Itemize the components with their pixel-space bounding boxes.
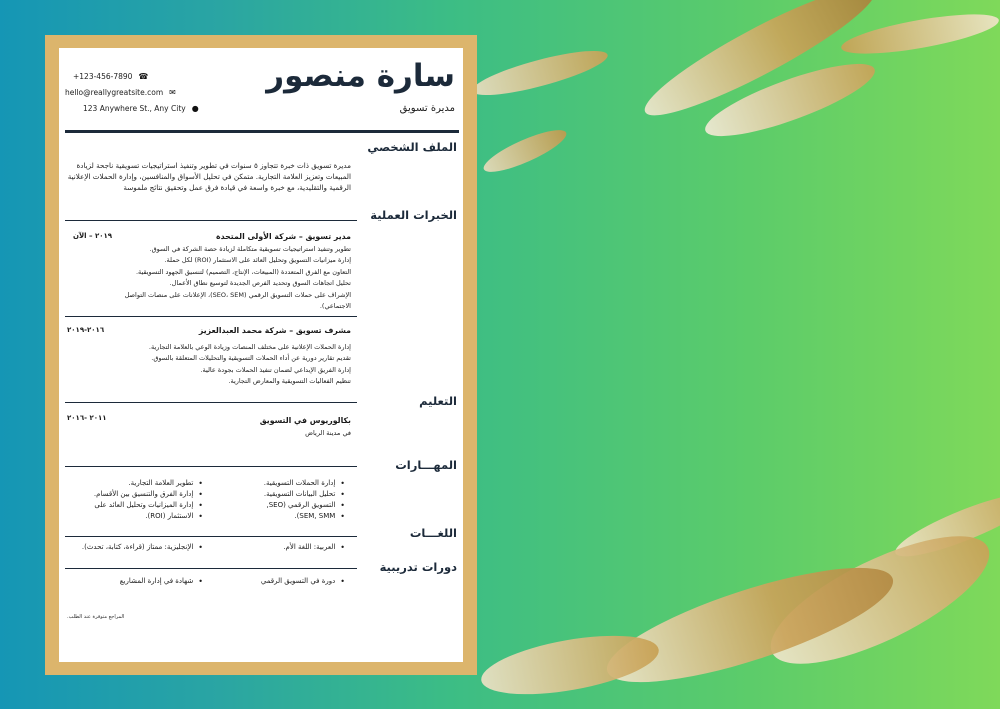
- profile-text: مديرة تسويق ذات خبرة تتجاوز ٥ سنوات في تطوير وتنفيذ استراتيجيات تسويقية ناجحة لزيادة المبيعات وتعزيز العلامة التجارية. متمكن في تحليل الأسواق والمنافسين، وإدارة الحملات الإعلانية الرقمية والتقليدية، مع خبرة واسعة في قيادة فرق عمل وتحقيق نتائج ملموسة: [67, 161, 351, 192]
- job-points: [61, 244, 351, 312]
- skills-left-column: [94, 478, 203, 522]
- job-points: [61, 342, 351, 388]
- courses-right: [261, 576, 345, 587]
- job-date: ٢٠١٦-٢٠١٩: [67, 326, 105, 334]
- courses-left: [120, 576, 203, 587]
- section-title-education: التعليم: [419, 394, 457, 408]
- skill-item: • إدارة الحملات التسويقية.: [264, 478, 345, 489]
- education-date: ٢٠١١ -٢٠١٦: [67, 414, 107, 422]
- language-item: • الإنجليزية: ممتاز (قراءة، كتابة، تحدث).: [82, 542, 203, 553]
- gold-brush-stroke: [469, 42, 611, 103]
- skill-item: • إدارة الفرق والتنسيق بين الأقسام.: [94, 489, 203, 500]
- job-point: إدارة ميزانيات التسويق وتحليل العائد على الاستثمار (ROI) لكل حملة.: [164, 256, 351, 265]
- section-title-skills: المهـــارات: [395, 458, 457, 472]
- address-text: 123 Anywhere St., Any City: [83, 104, 186, 113]
- skill-item: • الاستثمار (ROI).: [94, 511, 203, 522]
- job-point: إدارة الحملات الإعلانية على مختلف المنصات وزيادة الوعي بالعلامة التجارية.: [148, 343, 351, 351]
- phone-icon: ☎: [138, 72, 149, 81]
- job-point: تنظيم الفعاليات التسويقية والمعارض التجارية.: [228, 377, 351, 386]
- job-title: مشرف تسويق – شركة محمد العبدالعزيز: [198, 326, 351, 335]
- job-point: تطوير وتنفيذ استراتيجيات تسويقية متكاملة لزيادة حصة الشركة في السوق.: [149, 245, 351, 253]
- course-item: • دورة في التسويق الرقمي: [261, 576, 345, 587]
- languages-right: [283, 542, 345, 553]
- job-point: الاجتماعي).: [319, 302, 351, 311]
- skill-item: • التسويق الرقمي (SEO,: [264, 500, 345, 511]
- contact-address: [83, 104, 199, 113]
- resume-role: مديرة تسويق: [399, 103, 455, 114]
- contact-phone: [73, 72, 148, 81]
- section-divider: [65, 402, 357, 403]
- resume-name: سارة منصور: [266, 58, 455, 94]
- section-divider: [65, 466, 357, 467]
- skill-item: • إدارة الميزانيات وتحليل العائد على: [94, 500, 203, 511]
- language-item: • العربية: اللغة الأم.: [283, 542, 345, 553]
- resume-page: [59, 48, 463, 662]
- job-point: إدارة الفريق الإبداعي لضمان تنفيذ الحملات بجودة عالية.: [200, 365, 351, 374]
- job-point: التعاون مع الفرق المتعددة (المبيعات، الإنتاج، التصميم) لتنسيق الجهود التسويقية.: [135, 267, 351, 276]
- resume-frame: [45, 35, 477, 675]
- education-place: في مدينة الرياض: [305, 429, 351, 437]
- section-divider: [65, 316, 357, 317]
- section-divider: [65, 568, 357, 569]
- skill-item: • تحليل البيانات التسويقية.: [264, 489, 345, 500]
- contact-email: [65, 88, 176, 97]
- skill-item: • SEM, SMM).: [264, 511, 345, 522]
- header-divider: [65, 130, 459, 133]
- section-title-courses: دورات تدريبية: [379, 560, 457, 574]
- phone-text: +123-456-7890: [73, 72, 133, 81]
- skill-item: • تطوير العلامة التجارية.: [94, 478, 203, 489]
- job-title: مدير تسويق – شركة الأولى المتحدة: [216, 232, 351, 241]
- education-degree: بكالوريوس في التسويق: [259, 416, 351, 425]
- job-date: ٢٠١٩ – الآن: [73, 232, 113, 240]
- job-point: تقديم تقارير دورية عن أداء الحملات التسويقية والتحليلات المتعلقة بالسوق.: [151, 354, 351, 363]
- section-title-profile: الملف الشخصي: [367, 140, 457, 154]
- section-title-experience: الخبرات العملية: [370, 208, 457, 222]
- email-text: hello@reallygreatsite.com: [65, 88, 164, 97]
- section-divider: [65, 220, 357, 221]
- references-note: المراجع متوفرة عند الطلب.: [67, 614, 125, 620]
- section-divider: [65, 536, 357, 537]
- gold-brush-stroke: [477, 625, 663, 705]
- job-point: الإشراف على حملات التسويق الرقمي (SEO، SEM)، الإعلانات على منصات التواصل: [124, 290, 351, 299]
- skills-right-column: [264, 478, 345, 522]
- course-item: • شهادة في إدارة المشاريع: [120, 576, 203, 587]
- section-title-languages: اللغـــات: [409, 526, 457, 540]
- gold-brush-stroke: [479, 123, 570, 180]
- location-pin-icon: ●: [191, 104, 199, 113]
- job-point: تحليل اتجاهات السوق وتحديد الفرص الجديدة لتوسيع نطاق الأعمال.: [169, 279, 351, 288]
- mail-icon: ✉: [169, 88, 176, 97]
- languages-left: [82, 542, 203, 553]
- gold-brush-stroke: [839, 6, 1000, 61]
